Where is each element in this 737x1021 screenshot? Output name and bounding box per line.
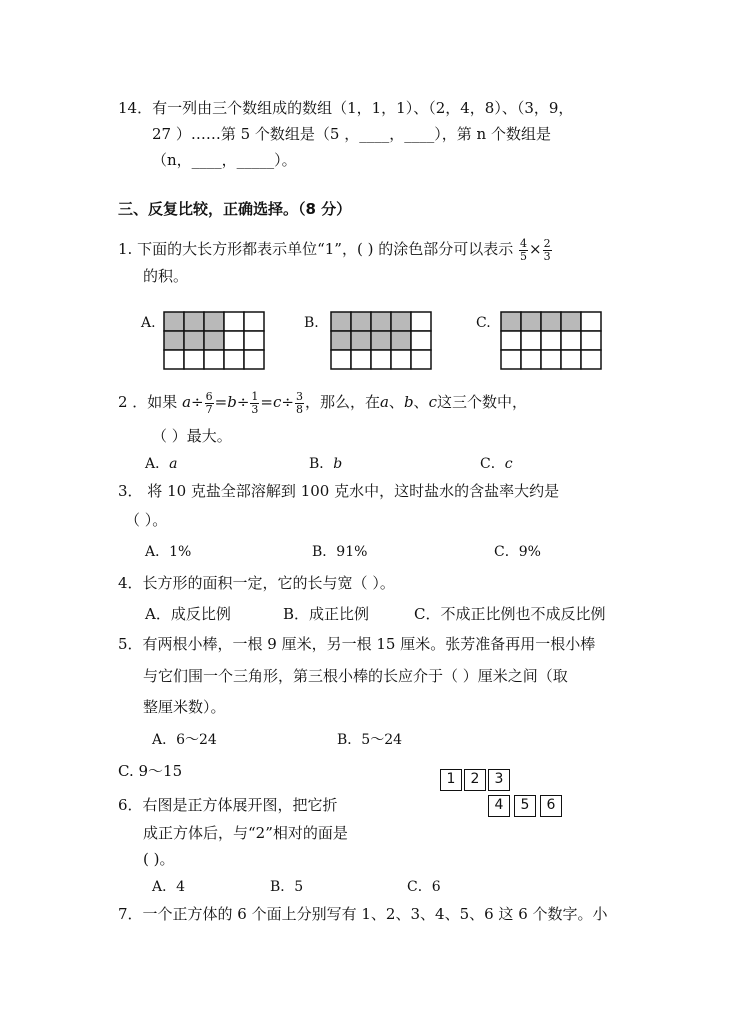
var-c: c bbox=[272, 393, 282, 411]
shaded-cell bbox=[164, 312, 184, 331]
q4-option-c: C．不成正比例也不成反比例 bbox=[414, 605, 606, 623]
q2-fraction-2: $\frac{1}{3}$ bbox=[251, 389, 259, 416]
grid-cell bbox=[244, 350, 264, 369]
times-sign: × bbox=[528, 240, 542, 258]
q1-text: 1. 下面的大长方形都表示单位“1”，( ) 的涂色部分可以表示 bbox=[118, 240, 514, 258]
q3-line2: （ ）。 bbox=[125, 511, 168, 529]
shaded-cell bbox=[184, 312, 204, 331]
q6-option-c: C．6 bbox=[407, 879, 441, 895]
shaded-cell bbox=[331, 331, 351, 350]
q2-option-a: A．a bbox=[145, 456, 178, 472]
shaded-cell bbox=[371, 312, 391, 331]
q6-option-a: A．4 bbox=[152, 879, 186, 895]
q1-fraction-2: $\frac{2}{3}$ bbox=[543, 236, 551, 263]
q4-line1: 4．长方形的面积一定，它的长与宽（ ）。 bbox=[118, 574, 395, 592]
grid-cell bbox=[224, 331, 244, 350]
grid-cell bbox=[521, 350, 541, 369]
q1-line2: 的积。 bbox=[143, 267, 189, 285]
net-face-1: 1 bbox=[440, 769, 462, 791]
grid-cell bbox=[391, 350, 411, 369]
q1-option-b-label: B. bbox=[304, 315, 319, 331]
q2-fraction-3: $\frac{3}{8}$ bbox=[295, 389, 303, 416]
net-face-4: 4 bbox=[488, 795, 510, 817]
net-face-2: 2 bbox=[464, 769, 486, 791]
shaded-cell bbox=[371, 331, 391, 350]
q2-option-c: C．c bbox=[480, 456, 513, 472]
grid-cell bbox=[501, 331, 521, 350]
q1-fraction-1: $\frac{4}{5}$ bbox=[519, 236, 527, 263]
grid-cell bbox=[561, 350, 581, 369]
grid-cell bbox=[561, 331, 581, 350]
q5-option-b: B．5～24 bbox=[337, 732, 403, 748]
shaded-cell bbox=[331, 312, 351, 331]
shaded-cell bbox=[521, 312, 541, 331]
shaded-cell bbox=[391, 312, 411, 331]
q5-line3: 整厘米数）。 bbox=[143, 698, 226, 716]
grid-cell bbox=[411, 350, 431, 369]
q6-option-b: B．5 bbox=[270, 879, 304, 895]
q14-line1: 14．有一列由三个数组成的数组（1，1，1）、（2，4，8）、（3，9， bbox=[118, 99, 574, 117]
shaded-cell bbox=[501, 312, 521, 331]
q2-line2: （ ）最大。 bbox=[152, 427, 232, 445]
grid-cell bbox=[224, 350, 244, 369]
q2-option-b: B．b bbox=[309, 456, 343, 472]
q1-grid-c bbox=[500, 311, 602, 371]
q5-line1: 5．有两根小棒，一根 9 厘米，另一根 15 厘米。张芳准备再用一根小棒 bbox=[118, 635, 596, 653]
q5-line2: 与它们围一个三角形，第三根小棒的长应介于（ ）厘米之间（取 bbox=[143, 667, 568, 685]
q4-option-b: B．成正比例 bbox=[283, 605, 370, 623]
grid-cell bbox=[581, 350, 601, 369]
shaded-cell bbox=[541, 312, 561, 331]
q7-line1: 7．一个正方体的 6 个面上分别写有 1、2、3、4、5、6 这 6 个数字。小 bbox=[118, 905, 608, 923]
grid-cell bbox=[581, 331, 601, 350]
shaded-cell bbox=[164, 331, 184, 350]
grid-cell bbox=[411, 312, 431, 331]
q1-line1 bbox=[118, 232, 553, 266]
q3-option-c: C．9% bbox=[494, 544, 541, 560]
q6-line2: 成正方体后，与“2”相对的面是 bbox=[143, 824, 348, 842]
shaded-cell bbox=[391, 331, 411, 350]
grid-cell bbox=[224, 312, 244, 331]
q14-line2: 27 ）……第 5 个数组是（5 ，____，____），第 n 个数组是 bbox=[152, 125, 551, 143]
grid-cell bbox=[244, 312, 264, 331]
shaded-cell bbox=[184, 331, 204, 350]
var-a: a bbox=[182, 393, 192, 411]
grid-cell bbox=[521, 331, 541, 350]
net-face-6: 6 bbox=[540, 795, 562, 817]
q2-line1: 2 ．如果 a÷ $\frac{6}{7}$ =b÷ $\frac{1}{3}$ =c÷ $\frac{3}{8}$ ，那么，在a、b、c这三个数中， bbox=[118, 389, 527, 416]
shaded-cell bbox=[204, 312, 224, 331]
shaded-cell bbox=[351, 331, 371, 350]
q3-line1: 3． 将 10 克盐全部溶解到 100 克水中，这时盐水的含盐率大约是 bbox=[118, 482, 560, 500]
q14-line3: （n，____，_____）。 bbox=[152, 151, 297, 169]
q5-option-a: A．6～24 bbox=[152, 732, 217, 748]
q5-option-c: C. 9～15 bbox=[118, 762, 183, 780]
net-face-5: 5 bbox=[514, 795, 536, 817]
q6-line3: ( )。 bbox=[143, 850, 175, 868]
grid-cell bbox=[411, 331, 431, 350]
q3-option-a: A．1% bbox=[145, 544, 192, 560]
q1-grid-a bbox=[163, 311, 265, 371]
section-heading: 三、反复比较，正确选择。（8 分） bbox=[118, 200, 352, 218]
grid-cell bbox=[244, 331, 264, 350]
grid-cell bbox=[351, 350, 371, 369]
grid-cell bbox=[581, 312, 601, 331]
grid-cell bbox=[164, 350, 184, 369]
net-face-3: 3 bbox=[488, 769, 510, 791]
q1-option-c-label: C. bbox=[476, 315, 491, 331]
grid-cell bbox=[541, 331, 561, 350]
shaded-cell bbox=[204, 331, 224, 350]
grid-cell bbox=[184, 350, 204, 369]
var-b: b bbox=[227, 393, 237, 411]
q2-fraction-1: $\frac{6}{7}$ bbox=[205, 389, 213, 416]
q1-option-a-label: A. bbox=[141, 315, 156, 331]
q3-option-b: B．91% bbox=[312, 544, 368, 560]
q1-grid-b bbox=[330, 311, 432, 371]
q4-option-a: A．成反比例 bbox=[145, 605, 231, 623]
grid-cell bbox=[541, 350, 561, 369]
grid-cell bbox=[331, 350, 351, 369]
grid-cell bbox=[204, 350, 224, 369]
grid-cell bbox=[501, 350, 521, 369]
shaded-cell bbox=[351, 312, 371, 331]
shaded-cell bbox=[561, 312, 581, 331]
grid-cell bbox=[371, 350, 391, 369]
q6-line1: 6．右图是正方体展开图，把它折 bbox=[118, 796, 338, 814]
